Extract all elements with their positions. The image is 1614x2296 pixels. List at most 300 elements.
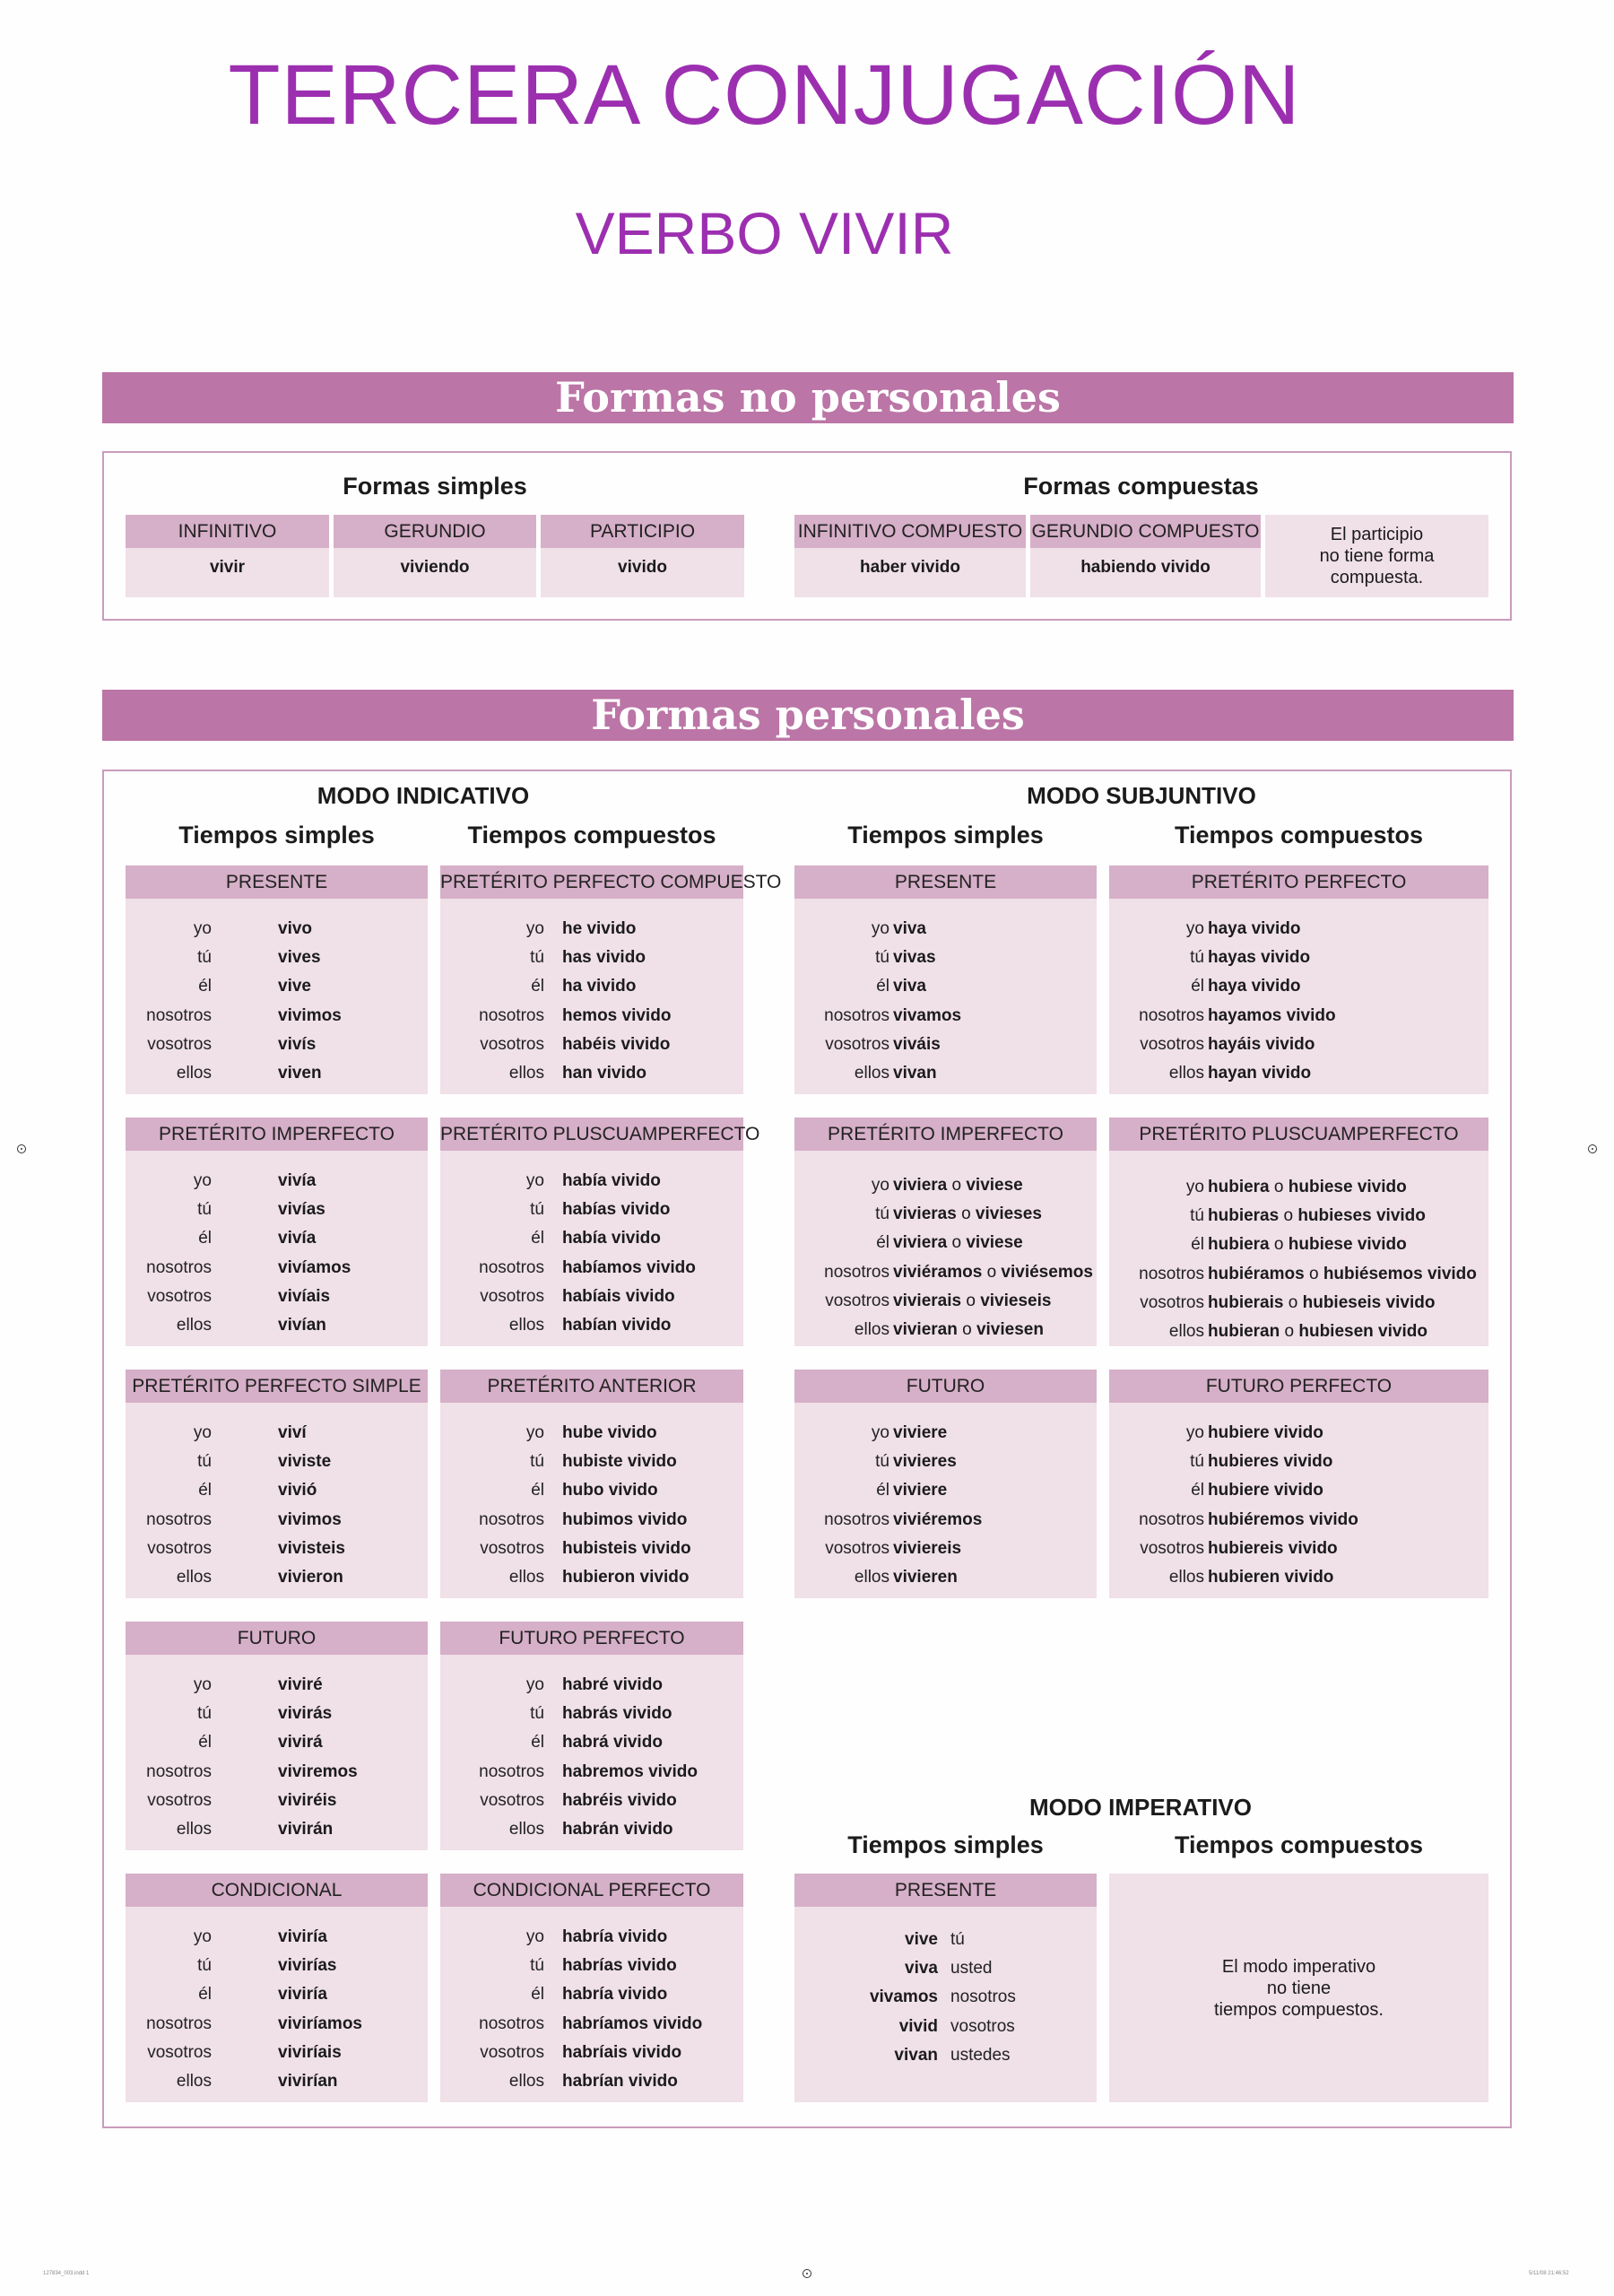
- pronoun: vosotros: [1140, 1034, 1204, 1054]
- pronoun: yo: [871, 919, 889, 938]
- registration-mark-icon: [803, 2269, 811, 2278]
- verb-form-text: hubieras: [1208, 1206, 1280, 1226]
- verb-form: [562, 1254, 696, 1283]
- pronoun: usted: [950, 1959, 993, 1979]
- verb-form-text: vivas: [893, 948, 936, 968]
- verb-form: [278, 1031, 316, 1059]
- verb-form: vive: [905, 1930, 938, 1949]
- verb-form: [893, 915, 926, 944]
- verb-form: [562, 1283, 675, 1311]
- verb-form-text: viviste: [278, 1452, 332, 1472]
- verb-form-text: viviré: [278, 1675, 323, 1694]
- pronoun: tú: [197, 1704, 212, 1724]
- verb-form-text: hubiste vivido: [562, 1452, 677, 1472]
- pronoun: yo: [1185, 1178, 1204, 1196]
- tense-label: PRETÉRITO IMPERFECTO: [794, 1118, 1097, 1151]
- conjugation-row: [440, 1254, 743, 1283]
- verb-form-text: hube vivido: [562, 1423, 657, 1442]
- verb-form-text: vivierais: [893, 1291, 962, 1310]
- pronoun: vosotros: [480, 1790, 544, 1810]
- verb-form: [278, 1787, 337, 1815]
- pronoun: yo: [871, 1423, 889, 1442]
- conjugation-rows: [1109, 915, 1488, 1088]
- verb-form-text: viviréis: [278, 1790, 337, 1810]
- verb-form-text: habré vivido: [562, 1675, 663, 1694]
- conjugation-row: [126, 1671, 428, 1700]
- pronoun: nosotros: [824, 1509, 889, 1529]
- verb-form-text: viváis: [893, 1034, 941, 1054]
- tense-box-ind-condicional: [126, 1874, 428, 2102]
- verb-form-text: hubo vivido: [562, 1481, 658, 1500]
- pronoun: yo: [871, 1176, 889, 1195]
- verb-form-text: vivirán: [278, 1819, 334, 1839]
- pronoun: vosotros: [147, 1034, 212, 1054]
- verb-form-text: habréis vivido: [562, 1790, 677, 1810]
- pronoun: nosotros: [146, 2013, 212, 2033]
- verb-form-text: vivía: [278, 1229, 317, 1248]
- pronoun: él: [876, 1481, 889, 1500]
- or-connector: o: [1280, 1321, 1299, 1341]
- pronoun: vosotros: [1140, 1538, 1204, 1558]
- verb-form: [278, 1167, 316, 1196]
- participio-note-line: El participio: [1330, 525, 1424, 544]
- verb-form-text: viví: [278, 1423, 307, 1442]
- conjugation-row: [126, 1506, 428, 1535]
- pronoun: ellos: [508, 1567, 544, 1587]
- verb-form-text: hubieron vivido: [562, 1567, 690, 1587]
- verb-form: [562, 1506, 687, 1535]
- pronoun: vosotros: [147, 1286, 212, 1306]
- imperativo-row: [794, 1954, 1097, 1983]
- modo-subjuntivo-heading: MODO SUBJUNTIVO: [1027, 782, 1256, 809]
- verb-form: [893, 1476, 947, 1505]
- pronoun: nosotros: [146, 1257, 212, 1277]
- verb-form: [893, 1031, 941, 1059]
- conjugation-row: [440, 1952, 743, 1980]
- conjugation-row: [126, 1758, 428, 1787]
- pronoun: nosotros: [1139, 1509, 1204, 1529]
- verb-form-alt: hubiesen vivido: [1298, 1321, 1427, 1341]
- pronoun: ellos: [1168, 1321, 1204, 1341]
- verb-form: [278, 1283, 330, 1311]
- conjugation-row: [1109, 1031, 1488, 1059]
- verb-form-text: hayamos vivido: [1208, 1005, 1336, 1025]
- page-subtitle: VERBO VIVIR: [575, 200, 954, 266]
- or-connector: o: [1269, 1235, 1289, 1255]
- conjugation-row: [794, 1171, 1097, 1200]
- pronoun: vosotros: [950, 2016, 1015, 2036]
- conjugation-row: [794, 1258, 1097, 1287]
- conjugation-row: [1109, 1563, 1488, 1592]
- pronoun: tú: [530, 1956, 544, 1976]
- pronoun: él: [876, 1233, 889, 1253]
- conjugation-row: [1109, 1260, 1488, 1289]
- pronoun: yo: [525, 1423, 544, 1442]
- pronoun: tú: [875, 1205, 889, 1224]
- conjugation-row: [440, 1167, 743, 1196]
- tense-label: FUTURO PERFECTO: [440, 1622, 743, 1655]
- tense-box-sub-presente: [794, 865, 1097, 1094]
- verb-form: [1208, 1289, 1435, 1318]
- verb-form-text: hubierais: [1208, 1292, 1284, 1312]
- conjugation-row: [1109, 972, 1488, 1001]
- verb-form-text: hubieran: [1208, 1321, 1280, 1341]
- verb-form-text: habrías vivido: [562, 1956, 677, 1976]
- participio-note-line: compuesta.: [1330, 568, 1424, 587]
- verb-form-text: he vivido: [562, 919, 637, 938]
- sub-tiempos-compuestos-heading: Tiempos compuestos: [1174, 822, 1424, 848]
- imperativo-note-line: no tiene: [1266, 1978, 1332, 1998]
- conjugation-row: [126, 1448, 428, 1476]
- verb-form: [278, 1758, 358, 1787]
- conjugation-row: [794, 1419, 1097, 1448]
- pronoun: tú: [1190, 1452, 1204, 1472]
- conjugation-row: [126, 1031, 428, 1059]
- participio-box: [541, 515, 744, 597]
- verb-form-text: vivisteis: [278, 1538, 345, 1558]
- infinitivo-box: [126, 515, 329, 597]
- verb-form: [562, 1952, 677, 1980]
- conjugation-row: [440, 1311, 743, 1340]
- tense-label: PRETÉRITO PERFECTO: [1109, 865, 1488, 899]
- verb-form-text: vivíais: [278, 1286, 331, 1306]
- verb-form: [278, 1311, 326, 1340]
- verb-form-alt: viviesen: [976, 1319, 1044, 1339]
- verb-form: [893, 1171, 1023, 1200]
- conjugation-row: [794, 1200, 1097, 1229]
- verb-form-text: hayas vivido: [1208, 948, 1311, 968]
- verb-form: [278, 1535, 345, 1563]
- verb-form-text: habrá vivido: [562, 1733, 663, 1752]
- verb-form-text: habías vivido: [562, 1200, 671, 1220]
- verb-form-text: hubiere vivido: [1208, 1481, 1323, 1500]
- conjugation-row: [440, 1563, 743, 1592]
- pronoun: vosotros: [480, 1034, 544, 1054]
- or-connector: o: [1283, 1292, 1303, 1312]
- pronoun: nosotros: [1139, 1005, 1204, 1025]
- verb-form: [1208, 1563, 1333, 1592]
- conjugation-row: [440, 915, 743, 944]
- verb-form-alt: hubieses vivido: [1297, 1206, 1426, 1226]
- verb-form-text: viviere: [893, 1481, 948, 1500]
- verb-form: [278, 1923, 327, 1952]
- conjugation-rows: [126, 1167, 428, 1340]
- imperativo-note-line: El modo imperativo: [1221, 1956, 1376, 1977]
- pronoun: vosotros: [147, 2042, 212, 2062]
- conjugation-row: [126, 2067, 428, 2096]
- conjugation-row: [126, 1787, 428, 1815]
- verb-form: [562, 1311, 671, 1340]
- tense-label: CONDICIONAL: [126, 1874, 428, 1907]
- pronoun: tú: [1190, 948, 1204, 968]
- conjugation-row: [440, 2039, 743, 2067]
- conjugation-row: [126, 1700, 428, 1728]
- conjugation-row: [126, 2010, 428, 2039]
- verb-form: [562, 1671, 663, 1700]
- pronoun: nosotros: [824, 1005, 889, 1025]
- pronoun: él: [198, 1229, 212, 1248]
- registration-mark-icon: [1588, 1144, 1597, 1153]
- verb-form-text: vivirás: [278, 1704, 333, 1724]
- conjugation-row: [440, 1002, 743, 1031]
- verb-form: vivamos: [869, 1987, 938, 2007]
- conjugation-row: [1109, 1318, 1488, 1346]
- conjugation-rows: [126, 1419, 428, 1592]
- verb-form: [562, 1448, 677, 1476]
- or-connector: o: [947, 1176, 967, 1195]
- verb-form-text: viviera: [893, 1176, 948, 1195]
- sub-tiempos-simples-heading: Tiempos simples: [847, 822, 1044, 848]
- verb-form: [562, 1167, 661, 1196]
- pronoun: ellos: [176, 1819, 212, 1839]
- pronoun: tú: [530, 1704, 544, 1724]
- pronoun: nosotros: [479, 1509, 544, 1529]
- pronoun: vosotros: [825, 1291, 889, 1310]
- tense-label: PRETÉRITO ANTERIOR: [440, 1370, 743, 1403]
- tense-label: FUTURO: [126, 1622, 428, 1655]
- conjugation-rows: [440, 1671, 743, 1844]
- verb-form: [562, 1815, 673, 1844]
- tense-label: PRESENTE: [794, 1874, 1097, 1907]
- verb-form: [1208, 1173, 1407, 1202]
- footer-timestamp: 5/11/08 21:46:52: [1529, 2271, 1569, 2276]
- verb-form: [278, 1815, 333, 1844]
- gerundio-compuesto-value: habiendo vivido: [1080, 558, 1210, 577]
- conjugation-row: [1109, 1506, 1488, 1535]
- verb-form-text: vivieres: [893, 1452, 957, 1472]
- verb-form: [1208, 1059, 1311, 1088]
- formas-compuestas-heading: Formas compuestas: [1023, 473, 1259, 500]
- pronoun: ellos: [176, 1567, 212, 1587]
- tense-label: PRESENTE: [794, 865, 1097, 899]
- conjugation-row: [440, 1196, 743, 1224]
- pronoun: tú: [197, 1200, 212, 1220]
- verb-form: [278, 944, 321, 972]
- verb-form: [893, 1419, 947, 1448]
- verb-form: [1208, 1318, 1427, 1346]
- conjugation-row: [440, 1671, 743, 1700]
- or-connector: o: [982, 1262, 1002, 1282]
- pronoun: él: [531, 1229, 544, 1248]
- participio-value: vivido: [618, 558, 667, 577]
- imperativo-note-line: tiempos compuestos.: [1214, 1999, 1384, 2020]
- conjugation-rows: [126, 1923, 428, 2096]
- conjugation-row: [126, 972, 428, 1001]
- verb-form: [1208, 972, 1301, 1001]
- pronoun: tú: [1190, 1206, 1204, 1226]
- tense-box-ind-preterito-perfecto-compuesto: [440, 865, 782, 1094]
- verb-form-text: hubiere vivido: [1208, 1423, 1323, 1442]
- verb-form-text: habrán vivido: [562, 1819, 673, 1839]
- verb-form-text: han vivido: [562, 1063, 646, 1083]
- conjugation-row: [126, 1952, 428, 1980]
- verb-form-alt: hubiese vivido: [1288, 1178, 1407, 1196]
- verb-form: [278, 1506, 342, 1535]
- participio-label: PARTICIPIO: [541, 515, 744, 548]
- verb-form: [1208, 1002, 1336, 1031]
- verb-form-text: viviríamos: [278, 2013, 362, 2033]
- tense-box-ind-futuro: [126, 1622, 428, 1850]
- verb-form-text: vivías: [278, 1200, 325, 1220]
- pronoun: tú: [530, 1200, 544, 1220]
- pronoun: él: [198, 1985, 212, 2005]
- conjugation-row: [126, 1167, 428, 1196]
- verb-form-text: habían vivido: [562, 1315, 672, 1335]
- conjugation-row: [1109, 1289, 1488, 1318]
- conjugation-row: [794, 1229, 1097, 1257]
- pronoun: tú: [875, 948, 889, 968]
- conjugation-row: [1109, 915, 1488, 944]
- conjugation-row: [126, 1283, 428, 1311]
- verb-form-text: vivimos: [278, 1005, 342, 1025]
- conjugation-row: [440, 1419, 743, 1448]
- imperativo-row: [794, 1926, 1097, 1954]
- verb-form: [1208, 1260, 1477, 1289]
- verb-form: [893, 1563, 958, 1592]
- verb-form-text: vivieras: [893, 1205, 957, 1224]
- pronoun: nosotros: [1139, 1264, 1204, 1283]
- verb-form: [893, 1535, 961, 1563]
- conjugation-row: [126, 1254, 428, 1283]
- verb-form: [278, 1700, 332, 1728]
- gerundio-value: viviendo: [400, 558, 470, 577]
- pronoun: vosotros: [825, 1538, 889, 1558]
- verb-form-text: vivirían: [278, 2071, 338, 2091]
- conjugation-rows: [794, 1171, 1097, 1344]
- pronoun: yo: [193, 1675, 212, 1694]
- pronoun: nosotros: [146, 1509, 212, 1529]
- verb-form-text: habremos vivido: [562, 1761, 698, 1781]
- verb-form: [562, 1031, 670, 1059]
- conjugation-rows: [126, 915, 428, 1088]
- pronoun: yo: [525, 1927, 544, 1946]
- verb-form-text: habíamos vivido: [562, 1257, 696, 1277]
- pronoun: tú: [875, 1452, 889, 1472]
- pronoun: yo: [193, 1171, 212, 1190]
- pronoun: vosotros: [147, 1790, 212, 1810]
- conjugation-row: [794, 1316, 1097, 1344]
- imperativo-rows: [794, 1926, 1097, 2070]
- conjugation-row: [1109, 1059, 1488, 1088]
- pronoun: tú: [530, 1452, 544, 1472]
- pronoun: yo: [193, 1927, 212, 1946]
- conjugation-row: [126, 1923, 428, 1952]
- pronoun: yo: [525, 919, 544, 938]
- verb-form: [893, 1448, 957, 1476]
- gerundio-label: GERUNDIO: [334, 515, 536, 548]
- pronoun: tú: [197, 1956, 212, 1976]
- verb-form: [278, 1224, 316, 1253]
- verb-form-text: vivíamos: [278, 1257, 351, 1277]
- conjugation-row: [1109, 1419, 1488, 1448]
- verb-form: [278, 972, 311, 1001]
- conjugation-row: [126, 1728, 428, 1757]
- modo-indicativo-heading: MODO INDICATIVO: [317, 782, 530, 809]
- gerundio-compuesto-label: GERUNDIO COMPUESTO: [1030, 515, 1261, 548]
- verb-form-text: hubieren vivido: [1208, 1567, 1334, 1587]
- verb-form-text: has vivido: [562, 948, 646, 968]
- conjugation-row: [126, 1980, 428, 2009]
- verb-form: [278, 1254, 351, 1283]
- conjugation-row: [126, 915, 428, 944]
- conjugation-row: [126, 944, 428, 972]
- pronoun: tú: [530, 948, 544, 968]
- or-connector: o: [961, 1291, 981, 1310]
- verb-form-text: hubiéremos vivido: [1208, 1509, 1358, 1529]
- conjugation-row: [440, 1448, 743, 1476]
- gerundio-box: [334, 515, 536, 597]
- pronoun: vosotros: [825, 1034, 889, 1054]
- verb-form: [1208, 1535, 1338, 1563]
- conjugation-row: [440, 1758, 743, 1787]
- imp-tiempos-simples-heading: Tiempos simples: [847, 1831, 1044, 1858]
- or-connector: o: [947, 1233, 967, 1253]
- verb-form: [278, 1196, 325, 1224]
- pronoun: yo: [1185, 919, 1204, 938]
- pronoun: tú: [197, 1452, 212, 1472]
- conjugation-rows: [440, 915, 743, 1088]
- verb-form-text: vivieran: [893, 1319, 958, 1339]
- verb-form-text: viva: [893, 919, 926, 938]
- pronoun: nosotros: [146, 1005, 212, 1025]
- or-connector: o: [956, 1205, 976, 1224]
- verb-form-text: había vivido: [562, 1229, 661, 1248]
- pronoun: él: [1191, 977, 1204, 996]
- participio-note: [1265, 515, 1488, 597]
- conjugation-row: [126, 1059, 428, 1088]
- verb-form: [1208, 944, 1310, 972]
- tense-box-sub-preterito-imperfecto: [794, 1118, 1097, 1346]
- verb-form: [893, 1059, 937, 1088]
- verb-form: [278, 915, 312, 944]
- verb-form: [562, 2010, 702, 2039]
- conjugation-row: [794, 1031, 1097, 1059]
- pronoun: ellos: [176, 1315, 212, 1335]
- verb-form: [1208, 1448, 1332, 1476]
- conjugation-row: [794, 1002, 1097, 1031]
- verb-form: [278, 2010, 362, 2039]
- infinitivo-value: vivir: [209, 558, 246, 577]
- verb-form-text: viviera: [893, 1233, 948, 1253]
- verb-form-text: hayáis vivido: [1208, 1034, 1315, 1054]
- verb-form: [278, 2039, 342, 2067]
- pronoun: ellos: [508, 1315, 544, 1335]
- pronoun: nosotros: [950, 1987, 1016, 2007]
- verb-form-text: viviría: [278, 1985, 327, 2005]
- verb-form: [278, 1671, 323, 1700]
- gerundio-compuesto-box: [1030, 515, 1261, 597]
- verb-form-text: habrían vivido: [562, 2071, 678, 2091]
- tense-box-ind-condicional-perfecto: [440, 1874, 743, 2102]
- conjugation-row: [794, 1506, 1097, 1535]
- verb-form: [562, 915, 636, 944]
- verb-form-text: haya vivido: [1208, 919, 1301, 938]
- verb-form: [562, 1224, 661, 1253]
- pronoun: él: [531, 1481, 544, 1500]
- verb-form-text: hubieres vivido: [1208, 1452, 1333, 1472]
- verb-form: [893, 1506, 982, 1535]
- tense-label: PRETÉRITO IMPERFECTO: [126, 1118, 428, 1151]
- registration-mark-icon: [17, 1144, 26, 1153]
- pronoun: ustedes: [950, 2045, 1011, 2065]
- conjugation-row: [126, 1196, 428, 1224]
- footer-file-label: 127834_003.indd 1: [43, 2271, 90, 2276]
- verb-form: [278, 1563, 343, 1592]
- verb-form: [893, 1258, 1093, 1287]
- verb-form-text: vivían: [278, 1315, 326, 1335]
- pronoun: ellos: [508, 1819, 544, 1839]
- verb-form-text: viviéramos: [893, 1262, 983, 1282]
